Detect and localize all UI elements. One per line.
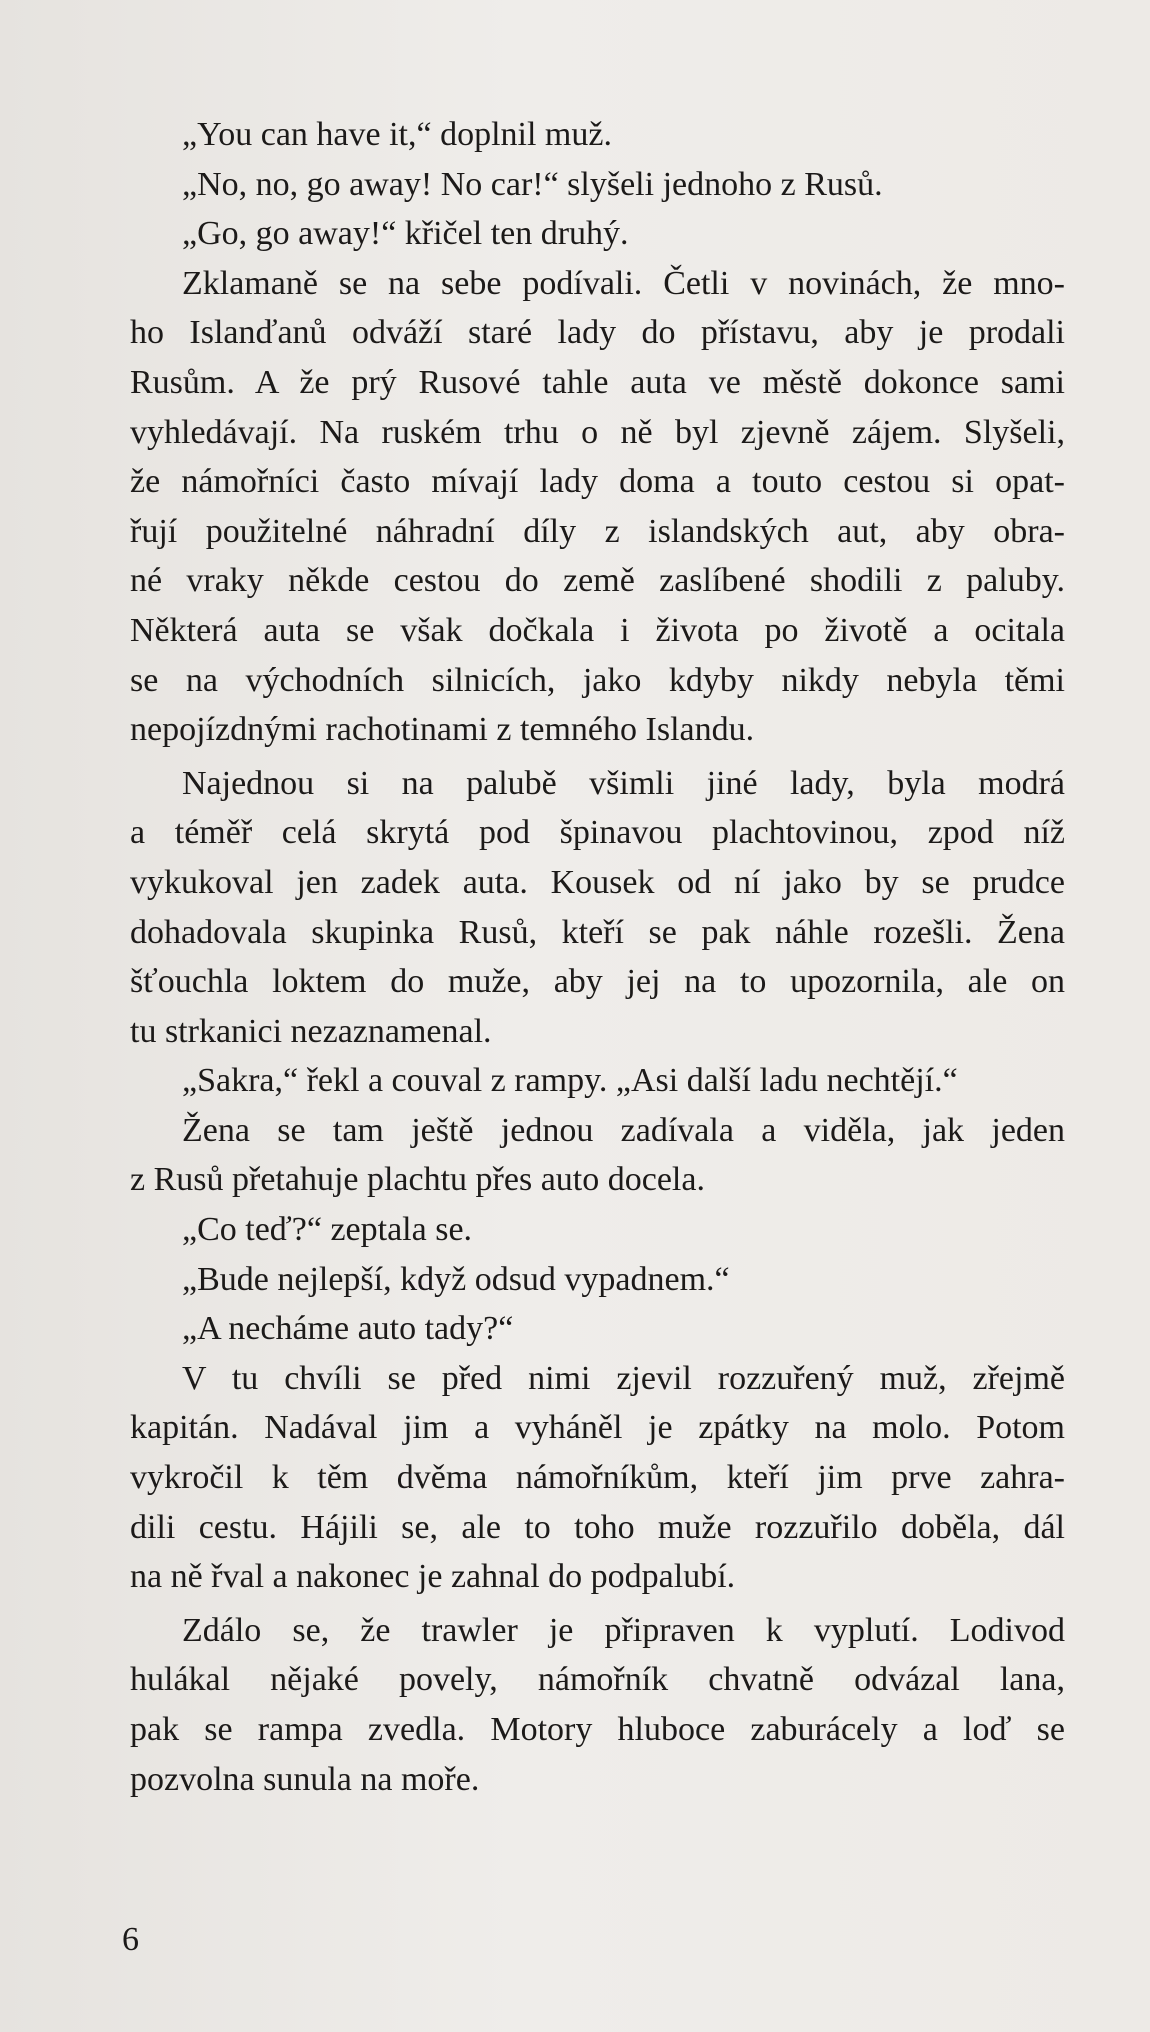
text-line: „A necháme auto tady?“ bbox=[182, 1310, 514, 1348]
paragraph bbox=[130, 1304, 1065, 1354]
text-line: Některá auta se však dočkala i života po životě a ocitala bbox=[130, 611, 1065, 649]
paragraph bbox=[130, 1106, 1065, 1205]
text-line: pozvolna sunula na moře. bbox=[130, 1760, 480, 1798]
text-line: se na východních silnicích, jako kdyby nikdy nebyla těmi bbox=[130, 661, 1065, 699]
text-line: že námořníci často mívají lady doma a touto cestou si opat- bbox=[130, 463, 1065, 501]
paragraph bbox=[130, 259, 1065, 755]
text-line: nepojízdnými rachotinami z temného Islandu. bbox=[130, 711, 755, 749]
text-line: dohadovala skupinka Rusů, kteří se pak náhle rozešli. Žena bbox=[130, 913, 1065, 951]
paragraph bbox=[130, 1056, 1065, 1106]
text-line: kapitán. Nadával jim a vyháněl je zpátky na molo. Potom bbox=[130, 1409, 1065, 1447]
body-text bbox=[130, 110, 1065, 1804]
text-line: pak se rampa zvedla. Motory hluboce zaburácely a loď se bbox=[130, 1711, 1065, 1748]
paragraph bbox=[130, 160, 1065, 210]
text-line: „Bude nejlepší, když odsud vypadnem.“ bbox=[182, 1260, 730, 1298]
paragraph bbox=[130, 1255, 1065, 1305]
text-line: vykročil k těm dvěma námořníkům, kteří jim prve zahra- bbox=[130, 1459, 1065, 1497]
text-line: a téměř celá skrytá pod špinavou plachtovinou, zpod níž bbox=[130, 814, 1065, 852]
text-line: na ně řval a nakonec je zahnal do podpalubí. bbox=[130, 1558, 736, 1596]
text-line: V tu chvíli se před nimi zjevil rozzuřený muž, zřejmě bbox=[182, 1359, 1065, 1397]
text-line: šťouchla loktem do muže, aby jej na to upozornila, ale on bbox=[130, 963, 1065, 1001]
text-line: Zdálo se, že trawler je připraven k vyplutí. Lodivod bbox=[182, 1611, 1065, 1649]
paragraph bbox=[130, 110, 1065, 160]
text-line: vykukoval jen zadek auta. Kousek od ní jako by se prudce bbox=[130, 863, 1065, 901]
text-line: tu strkanici nezaznamenal. bbox=[130, 1012, 492, 1050]
text-line: ho Islanďanů odváží staré lady do přístavu, aby je prodali bbox=[130, 314, 1065, 352]
text-line: „Go, go away!“ křičel ten druhý. bbox=[182, 215, 629, 253]
paragraph bbox=[130, 209, 1065, 259]
text-line: dili cestu. Hájili se, ale to toho muže rozzuřilo doběla, dál bbox=[130, 1508, 1065, 1546]
text-line: „Sakra,“ řekl a couval z rampy. „Asi další ladu nechtějí.“ bbox=[182, 1062, 958, 1100]
text-line: „No, no, go away! No car!“ slyšeli jednoho z Rusů. bbox=[182, 165, 883, 203]
paragraph bbox=[130, 759, 1065, 1057]
text-line: z Rusů přetahuje plachtu přes auto docela. bbox=[130, 1161, 705, 1199]
page-number: 6 bbox=[122, 1921, 139, 1958]
text-line: hulákal nějaké povely, námořník chvatně odvázal lana, bbox=[130, 1661, 1065, 1699]
text-line: Rusům. A že prý Rusové tahle auta ve městě dokonce sami bbox=[130, 363, 1065, 401]
text-line: řují použitelné náhradní díly z islandských aut, aby obra- bbox=[130, 512, 1065, 550]
text-line: Najednou si na palubě všimli jiné lady, byla modrá bbox=[182, 764, 1065, 802]
paragraph bbox=[130, 1205, 1065, 1255]
text-line: Zklamaně se na sebe podívali. Četli v novinách, že mno- bbox=[182, 264, 1065, 302]
text-line: Žena se tam ještě jednou zadívala a viděla, jak jeden bbox=[182, 1111, 1065, 1149]
text-line: „Co teď?“ zeptala se. bbox=[182, 1211, 473, 1249]
text-line: „You can have it,“ doplnil muž. bbox=[182, 116, 612, 153]
text-line: né vraky někde cestou do země zaslíbené shodili z paluby. bbox=[130, 562, 1065, 600]
paragraph bbox=[130, 1606, 1065, 1804]
text-line: vyhledávají. Na ruském trhu o ně byl zjevně zájem. Slyšeli, bbox=[130, 413, 1065, 451]
paragraph bbox=[130, 1354, 1065, 1602]
